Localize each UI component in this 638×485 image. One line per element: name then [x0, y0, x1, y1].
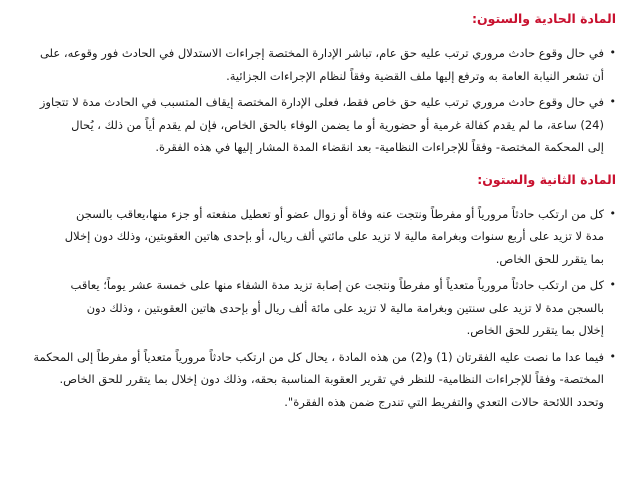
- clause-line: في حال وقوع حادث مروري ترتب عليه حق خاص فقط، فعلى الإدارة المختصة إيقاف المتسبب في الحادث مدة لا تتجاوز: [39, 95, 604, 109]
- clause-line: كل من ارتكب حادثاً مرورياً أو مفرطاً ونتجت عنه وفاة أو زوال عضو أو تعطيل منفعته أو جزء منها،يعاقب بالسجن: [75, 206, 604, 221]
- clause-line: وتحدد اللائحة حالات التعدي والتفريط التي تندرج ضمن هذه الفقرة".: [284, 394, 604, 409]
- clause-line: بالسجن مدة لا تزيد على سنتين وبغرامة مالية لا تزيد على مائة ألف ريال أو بإحدى هاتين العقوبتين ، وذلك دون: [86, 300, 604, 315]
- bullet-icon: •: [609, 95, 616, 108]
- clause-line: كل من ارتكب حادثاً مرورياً متعدياً أو مفرطاً ونتجت عن إصابة تزيد مدة الشفاء منها على خمسة عشر يوماً؛ يعاقب: [70, 278, 604, 292]
- article-61-title: المادة الحادية والستون:: [472, 11, 616, 26]
- article-62-clauses: [16, 203, 616, 414]
- article-61-clause-1: [16, 42, 616, 87]
- clause-line: فيما عدا ما نصت عليه الفقرتان (1) و(2) من هذه المادة ، يحال كل من ارتكب حادثاً مرورياً متعدياً أو مفرطاً إلى المحكمة: [33, 349, 604, 364]
- article-62-title: المادة الثانية والستون:: [477, 171, 616, 187]
- article-61: [16, 10, 616, 159]
- clause-line: بما يتقرر للحق الخاص.: [495, 251, 604, 266]
- article-62-clause-2: [16, 274, 616, 342]
- article-61-clauses: [16, 42, 616, 159]
- article-61-clause-2: [16, 91, 616, 159]
- bullet-icon: •: [609, 278, 616, 291]
- clause-line: في حال وقوع حادث مروري ترتب عليه حق عام، تباشر الإدارة المختصة إجراءات الاستدلال في الحادث فور وقوعه، على: [39, 46, 604, 60]
- clause-line: إخلال بما يتقرر للحق الخاص.: [466, 323, 604, 337]
- bullet-icon: •: [609, 206, 616, 220]
- article-62-clause-1: [16, 203, 616, 271]
- clause-line: مدة لا تزيد على أربع سنوات وبغرامة مالية لا تزيد على مائتي ألف ريال، أو بإحدى هاتين العقوبتين، وذلك دون إخلال: [64, 229, 604, 243]
- bullet-icon: •: [609, 46, 616, 59]
- clause-line: إلى المحكمة المختصة- وفقاً للإجراءات النظامية- بعد انقضاء المدة المشار إليها في هذه الفقرة.: [155, 140, 604, 154]
- article-62-clause-3: [16, 346, 616, 414]
- bullet-icon: •: [609, 349, 616, 363]
- clause-line: المختصة- وفقاً للإجراءات النظامية- للنظر في تقرير العقوبة المناسبة بحقه، وذلك دون إخلال بما يتقرر للحق الخاص.: [59, 372, 604, 386]
- article-62: [16, 171, 616, 414]
- clause-line: أن تشعر النيابة العامة به وترفع إليها ملف القضية وفقاً لنظام الإجراءات الجزائية.: [226, 68, 604, 83]
- clause-line: (24) ساعة، ما لم يقدم كفالة غرمية أو حضورية أو ما يضمن الوفاء بالحق الخاص، فإن لم يقدم أياً من ذلك ، يُحال: [71, 117, 604, 132]
